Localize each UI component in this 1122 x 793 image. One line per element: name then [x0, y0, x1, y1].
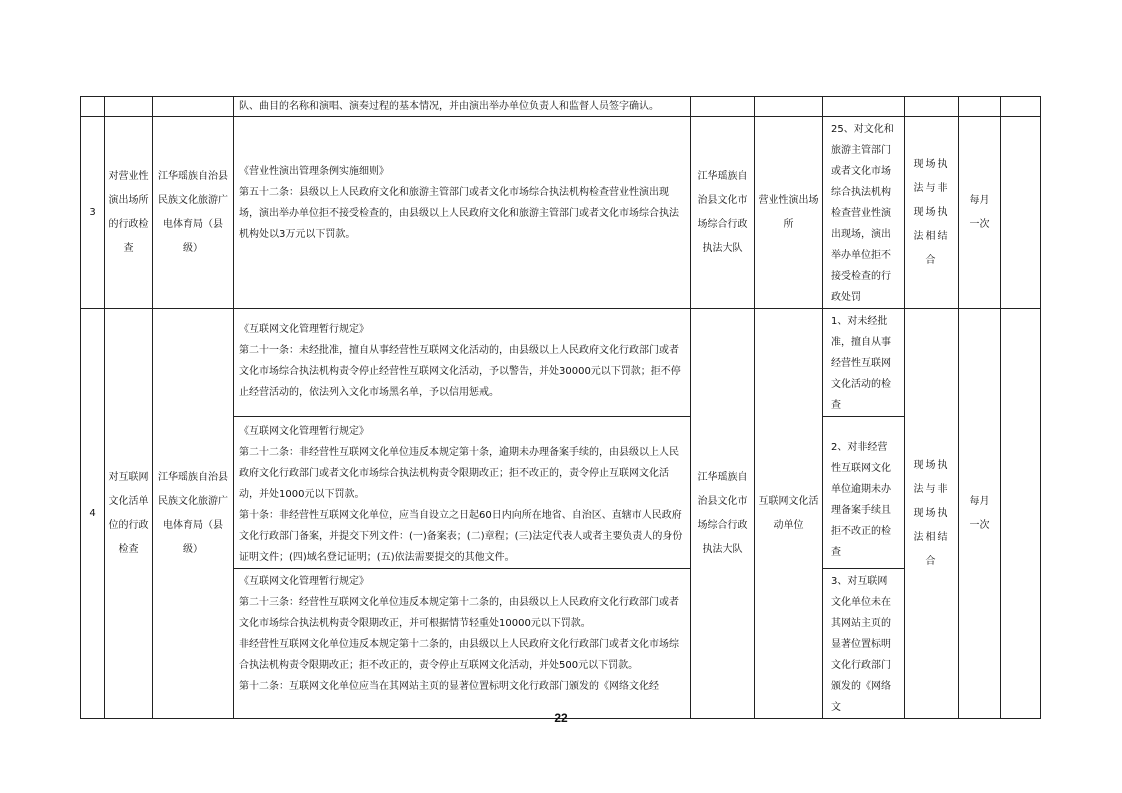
cell-empty — [905, 97, 959, 117]
inspection-item: 2、对非经营性互联网文化单位逾期未办理备案手续且拒不改正的检查 — [823, 417, 905, 569]
executor: 江华瑶族自治县文化市场综合行政执法大队 — [691, 117, 755, 309]
law-text: 第十二条：互联网文化单位应当在其网站主页的显著位置标明文化行政部门颁发的《网络文化经 — [239, 681, 659, 692]
cell-empty — [691, 97, 755, 117]
law-continuation-text — [234, 97, 691, 117]
inspection-name: 对互联网文化活单位的行政检查 — [105, 309, 153, 719]
law-text: 第二十一条：未经批准，擅自从事经营性互联网文化活动的，由县级以上人民政府文化行政部门或者文化市场综合执法机构责令停止经营性互联网文化活动，予以警告，并处30000元以下罚款；拒不停止经营活动的，依法列入文化市场黑名单，予以信用惩戒。 — [239, 345, 681, 398]
executor: 江华瑶族自治县文化市场综合行政执法大队 — [691, 309, 755, 719]
inspection-item: 3、对互联网文化单位未在其网站主页的显著位置标明文化行政部门颁发的《网络文 — [823, 569, 905, 719]
inspection-object: 营业性演出场所 — [755, 117, 823, 309]
inspection-method: 现场执法与非现场执法相结合 — [905, 117, 959, 309]
cell-empty — [1001, 97, 1041, 117]
inspection-frequency: 每月一次 — [959, 117, 1001, 309]
legal-basis — [234, 117, 691, 309]
law-text: 第二十二条：非经营性互联网文化单位违反本规定第十条，逾期未办理备案手续的，由县级以上人民政府文化行政部门或者文化市场综合执法机构责令限期改正；拒不改正的，责令停止互联网文化活动，并处1000元以下罚款。 — [239, 447, 679, 500]
inspection-object: 互联网文化活动单位 — [755, 309, 823, 719]
enforcement-table — [80, 96, 1041, 719]
law-title: 《互联网文化管理暂行规定》 — [239, 576, 369, 587]
cell-empty — [755, 97, 823, 117]
inspection-item: 1、对未经批准，擅自从事经营性互联网文化活动的检查 — [823, 309, 905, 417]
row-number: 4 — [81, 309, 105, 719]
cell-empty — [1001, 309, 1041, 719]
department: 江华瑶族自治县民族文化旅游广电体育局（县级） — [153, 309, 234, 719]
law-text: 第二十三条：经营性互联网文化单位违反本规定第十二条的，由县级以上人民政府文化行政部门或者文化市场综合执法机构责令限期改正，并可根据情节轻重处10000元以下罚款。 — [239, 597, 679, 629]
department: 江华瑶族自治县民族文化旅游广电体育局（县级） — [153, 117, 234, 309]
cell-empty — [105, 97, 153, 117]
cell-empty — [959, 97, 1001, 117]
legal-basis — [234, 309, 691, 417]
law-title: 《营业性演出管理条例实施细则》 — [239, 166, 389, 177]
row-number: 3 — [81, 117, 105, 309]
law-text: 第十条：非经营性互联网文化单位，应当自设立之日起60日内向所在地省、自治区、直辖市人民政府文化行政部门备案，并提交下列文件：(一)备案表；(二)章程；(三)法定代表人或者主要负责人的身份证明文件；(四)域名登记证明；(五)依法需要提交的其他文件。 — [239, 510, 683, 563]
page-number: 22 — [554, 711, 568, 725]
law-text: 第五十二条：县级以上人民政府文化和旅游主管部门或者文化市场综合执法机构检查营业性演出现场，演出举办单位拒不接受检查的，由县级以上人民政府文化和旅游主管部门或者文化市场综合执法机构处以3万元以下罚款。 — [239, 187, 679, 240]
inspection-frequency: 每月一次 — [959, 309, 1001, 719]
table-row-4-a — [81, 309, 1041, 417]
law-text: 队、曲目的名称和演唱、演奏过程的基本情况，并由演出举办单位负责人和监督人员签字确认。 — [239, 100, 659, 112]
cell-empty — [153, 97, 234, 117]
table-row-continuation — [81, 97, 1041, 117]
inspection-method: 现场执法与非现场执法相结合 — [905, 309, 959, 719]
law-title: 《互联网文化管理暂行规定》 — [239, 426, 369, 437]
legal-basis — [234, 417, 691, 569]
cell-empty — [81, 97, 105, 117]
law-title: 《互联网文化管理暂行规定》 — [239, 324, 369, 335]
table-row-3 — [81, 117, 1041, 309]
legal-basis — [234, 569, 691, 719]
cell-empty — [1001, 117, 1041, 309]
inspection-item: 25、对文化和旅游主管部门或者文化市场综合执法机构检查营业性演出现场，演出举办单位拒不接受检查的行政处罚 — [823, 117, 905, 309]
law-text: 非经营性互联网文化单位违反本规定第十二条的，由县级以上人民政府文化行政部门或者文化市场综合执法机构责令限期改正；拒不改正的，责令停止互联网文化活动，并处500元以下罚款。 — [239, 639, 679, 671]
inspection-name: 对营业性演出场所的行政检查 — [105, 117, 153, 309]
cell-empty — [823, 97, 905, 117]
